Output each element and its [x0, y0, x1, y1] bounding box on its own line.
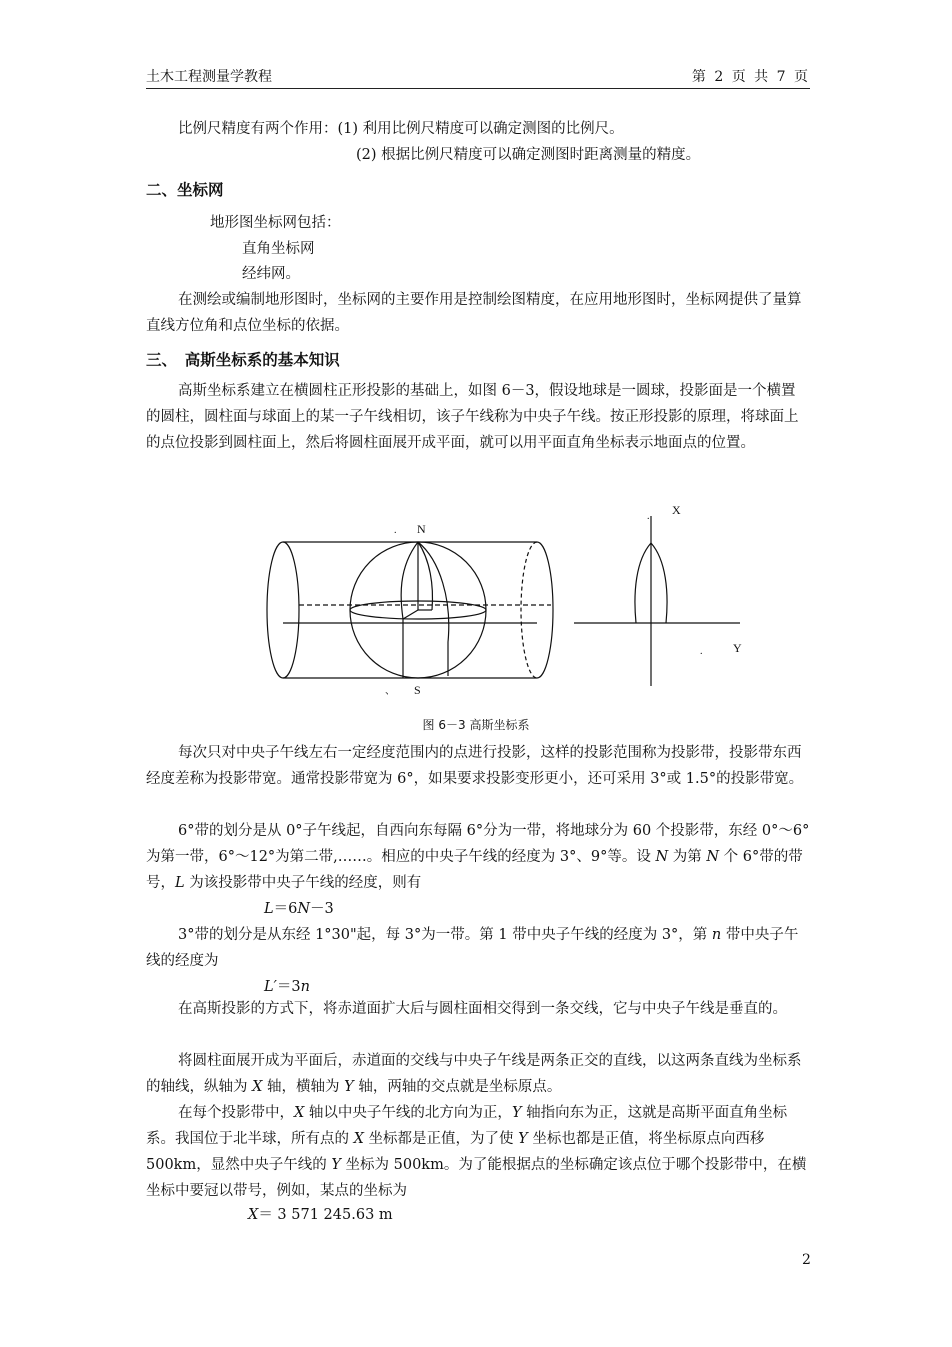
- formula-6-degree: L＝6N－3: [264, 901, 334, 917]
- label-y: Y: [733, 641, 742, 655]
- paragraph-grid-purpose: 在测绘或编制地形图时，坐标网的主要作用是控制绘图精度，在应用地形图时，坐标网提供了量算直线方位角和点位坐标的依据。: [146, 292, 802, 334]
- figure-caption: 图 6－3 高斯坐标系: [422, 718, 530, 732]
- paragraph-6-degree-zones: 6°带的划分是从 0°子午线起，自西向东每隔 6°分为一带，将地球分为 60 个投影带，东经 0°～6°为第一带，6°～12°为第二带,……。相应的中央子午线的经度为 3°、9°等。设 N 为第 N 个 6°带的带号，L 为该投影带中央子午线的经度，则有: [146, 823, 810, 891]
- section-heading-gauss: 三、 高斯坐标系的基本知识: [146, 351, 340, 369]
- label-x: X: [672, 503, 681, 517]
- cylinder-right-end-hidden: [521, 542, 537, 678]
- sphere-dot-top: .: [394, 525, 397, 536]
- scale-precision-line-2: (2) 根据比例尺精度可以确定测图时距离测量的精度。: [356, 147, 701, 163]
- formula-3-degree: L′＝3n: [264, 979, 310, 995]
- cylinder-left-end: [267, 542, 299, 678]
- axis-dot-top: .: [647, 511, 650, 522]
- central-meridian: [401, 542, 418, 678]
- cylinder-right-end-visible: [537, 542, 553, 678]
- page-number: 2: [802, 1252, 811, 1268]
- sphere-dot-bottom: 、: [385, 686, 395, 697]
- third-meridian: [418, 542, 432, 610]
- paragraph-equator-intersection: 在高斯投影的方式下，将赤道面扩大后与圆柱面相交得到一条交线，它与中央子午线是垂直的。: [178, 1001, 787, 1017]
- label-s: S: [414, 683, 421, 697]
- paragraph-projection-zone: 每次只对中央子午线左右一定经度范围内的点进行投影，这样的投影范围称为投影带，投影带东西经度差称为投影带宽。通常投影带宽为 6°，如果要求投影变形更小，还可采用 3°或 1.5°的投影带宽。: [146, 745, 804, 787]
- grid-intro: 地形图坐标网包括：: [210, 215, 341, 231]
- label-n: N: [417, 522, 426, 536]
- paragraph-axes: 将圆柱面展开成为平面后，赤道面的交线与中央子午线是两条正交的直线，以这两条直线为坐标系的轴线，纵轴为 X 轴，横轴为 Y 轴，两轴的交点就是坐标原点。: [146, 1053, 802, 1095]
- grid-item-rectangular: 直角坐标网: [242, 241, 315, 257]
- paragraph-3-degree-zones: 3°带的划分是从东经 1°30"起，每 3°为一带。第 1 带中央子午线的经度为 3°，第 n 带中央子午线的经度为: [146, 927, 799, 969]
- scale-precision-line-1: 比例尺精度有两个作用：(1) 利用比例尺精度可以确定测图的比例尺。: [178, 121, 624, 137]
- formula-example-x: X＝ 3 571 245.63 m: [248, 1207, 393, 1223]
- second-meridian: [418, 542, 449, 676]
- grid-item-graticule: 经纬网。: [242, 266, 300, 282]
- header-page-info: 第 2 页 共 7 页: [691, 69, 810, 85]
- paragraph-gauss-intro: 高斯坐标系建立在横圆柱正形投影的基础上，如图 6－3，假设地球是一圆球，投影面是一个横置的圆柱，圆柱面与球面上的某一子午线相切，该子午线称为中央子午线。按正形投影的原理，将球面上的点位投影到圆柱面上，然后将圆柱面展开成平面，就可以用平面直角坐标表示地面点的位置。: [146, 383, 799, 451]
- equator-radius-1: [403, 610, 418, 619]
- axis-dot-right: .: [700, 646, 703, 657]
- section-heading-coordinate-grid: 二、坐标网: [146, 181, 224, 199]
- paragraph-gauss-plane: 在每个投影带中，X 轴以中央子午线的北方向为正，Y 轴指向东为正，这就是高斯平面直角坐标系。我国位于北半球，所有点的 X 坐标都是正值，为了使 Y 坐标也都是正值，将坐标原点向西移 500km，显然中央子午线的 Y 坐标为 500km。为了能根据点的坐标确定该点位于哪个投影带中，在横坐标中要冠以带号，例如，某点的坐标为: [146, 1105, 807, 1199]
- header-book-title: 土木工程测量学教程: [146, 69, 272, 85]
